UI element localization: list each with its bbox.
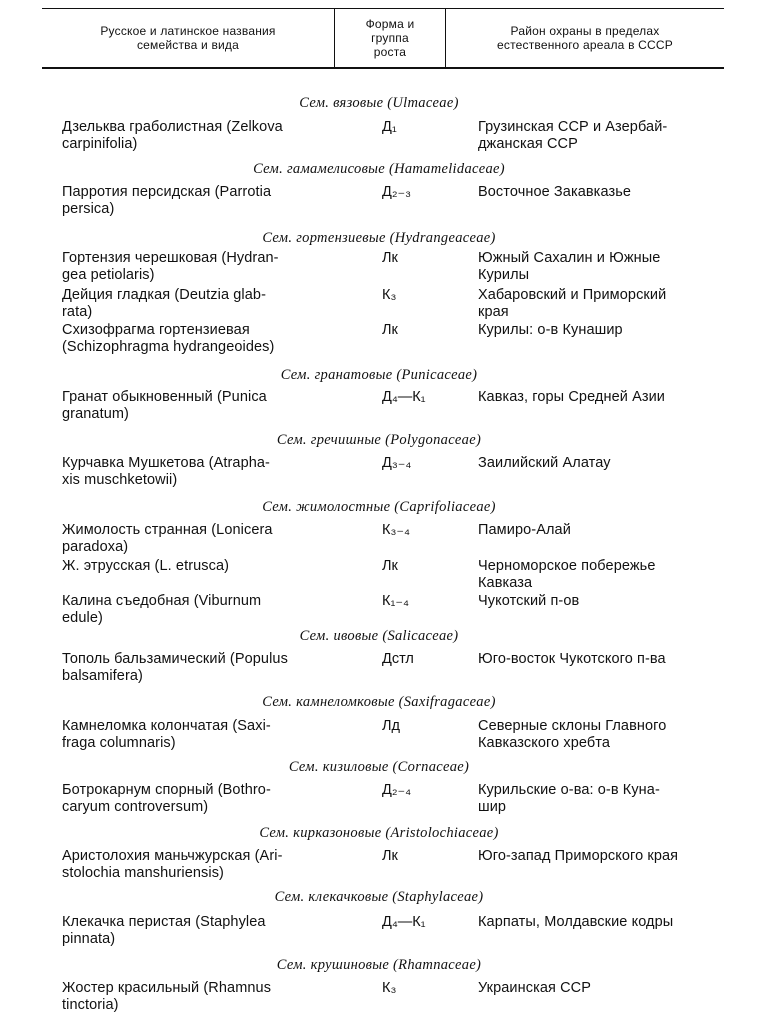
growth-form: Лк xyxy=(382,848,398,864)
header-protection-area-column: Район охраны в пределах естественного ареала в СССР xyxy=(497,23,673,52)
growth-form: Д₄—К₁ xyxy=(382,389,426,405)
header-species-column: Русское и латинское названия семейства и вида xyxy=(100,23,276,52)
species-name: Жимолость странная (Lonicera paradoxa) xyxy=(62,522,273,555)
family-heading: Сем. гречишные (Polygonaceae) xyxy=(276,432,482,448)
protection-area: Курильские о-ва: о-в Куна- шир xyxy=(478,782,660,815)
species-name: Камнеломка колончатая (Saxi- fraga columnaris) xyxy=(62,718,271,751)
family-heading: Сем. вязовые (Ulmaceae) xyxy=(299,95,459,111)
table-header xyxy=(42,8,724,70)
species-name: Жостер красильный (Rhamnus tinctoria) xyxy=(62,980,272,1013)
species-name: Тополь бальзамический (Populus balsamifera) xyxy=(62,651,288,684)
species-name: Гортензия черешковая (Hydran- gea petiolaris) xyxy=(62,250,279,283)
family-heading: Сем. гортензиевые (Hydrangeaceae) xyxy=(262,230,496,246)
protection-area: Юго-запад Приморского края xyxy=(478,848,679,864)
growth-form: Д₃₋₄ xyxy=(382,455,412,471)
header-growth-form-column: Форма и группа роста xyxy=(365,16,415,59)
family-heading: Сем. жимолостные (Caprifoliaceae) xyxy=(262,499,496,515)
growth-form: Лд xyxy=(382,718,400,734)
protection-area: Кавказ, горы Средней Азии xyxy=(478,389,665,405)
protection-area: Северные склоны Главного Кавказского хребта xyxy=(478,718,667,751)
protection-area: Курилы: о-в Кунашир xyxy=(478,322,623,338)
protection-area: Восточное Закавказье xyxy=(478,184,632,200)
species-name: Аристолохия маньчжурская (Ari- stolochia manshuriensis) xyxy=(62,848,283,881)
protection-area: Грузинская ССР и Азербай- джанская ССР xyxy=(478,119,668,152)
growth-form: К₁₋₄ xyxy=(382,593,409,609)
species-name: Калина съедобная (Viburnum edule) xyxy=(62,593,262,626)
protection-area: Украинская ССР xyxy=(478,980,592,996)
growth-form: К₃₋₄ xyxy=(382,522,410,538)
growth-form: К₃ xyxy=(382,980,397,996)
species-name: Схизофрагма гортензиевая (Schizophragma hydrangeoides) xyxy=(62,322,275,355)
species-name: Клекачка перистая (Staphylea pinnata) xyxy=(62,914,266,947)
protection-area: Хабаровский и Приморский края xyxy=(478,287,667,320)
species-name: Гранат обыкновенный (Punica granatum) xyxy=(62,389,267,422)
species-name: Дзельква граболистная (Zelkova carpinifolia) xyxy=(62,119,283,152)
growth-form: Лк xyxy=(382,558,398,574)
protection-area: Черноморское побережье Кавказа xyxy=(478,558,656,591)
family-heading: Сем. кирказоновые (Aristolochiaceae) xyxy=(259,825,499,841)
growth-form: Д₄—К₁ xyxy=(382,914,426,930)
family-heading: Сем. гранатовые (Punicaceae) xyxy=(280,367,478,383)
protection-area: Памиро-Алай xyxy=(478,522,571,538)
species-name: Ж. этрусская (L. etrusca) xyxy=(62,558,230,574)
growth-form: К₃ xyxy=(382,287,397,303)
header-bottom-rule xyxy=(42,67,724,69)
protection-area: Южный Сахалин и Южные Курилы xyxy=(478,250,661,283)
growth-form: Д₂₋₄ xyxy=(382,782,412,798)
family-heading: Сем. камнеломковые (Saxifragaceae) xyxy=(262,694,496,710)
growth-form: Д₂₋₃ xyxy=(382,184,412,200)
protection-area: Чукотский п-ов xyxy=(478,593,580,609)
growth-form: Дстл xyxy=(382,651,414,667)
family-heading: Сем. гамамелисовые (Hamamelidaceae) xyxy=(253,161,505,177)
species-name: Ботрокарнум спорный (Bothro- caryum controversum) xyxy=(62,782,271,815)
growth-form: Лк xyxy=(382,250,398,266)
family-heading: Сем. крушиновые (Rhamnaceae) xyxy=(276,957,482,973)
protection-area: Карпаты, Молдавские кодры xyxy=(478,914,674,930)
family-heading: Сем. кизиловые (Cornaceae) xyxy=(288,759,470,775)
family-heading: Сем. ивовые (Salicaceae) xyxy=(299,628,459,644)
species-name: Дейция гладкая (Deutzia glab- rata) xyxy=(62,287,266,320)
family-heading: Сем. клекачковые (Staphylaceae) xyxy=(274,889,484,905)
protection-area: Заилийский Алатау xyxy=(478,455,611,471)
species-name: Курчавка Мушкетова (Atrapha- xis muschketowii) xyxy=(62,455,270,488)
protection-area: Юго-восток Чукотского п-ва xyxy=(478,651,666,667)
growth-form: Д₁ xyxy=(382,119,397,135)
species-name: Парротия персидская (Parrotia persica) xyxy=(62,184,272,217)
growth-form: Лк xyxy=(382,322,398,338)
